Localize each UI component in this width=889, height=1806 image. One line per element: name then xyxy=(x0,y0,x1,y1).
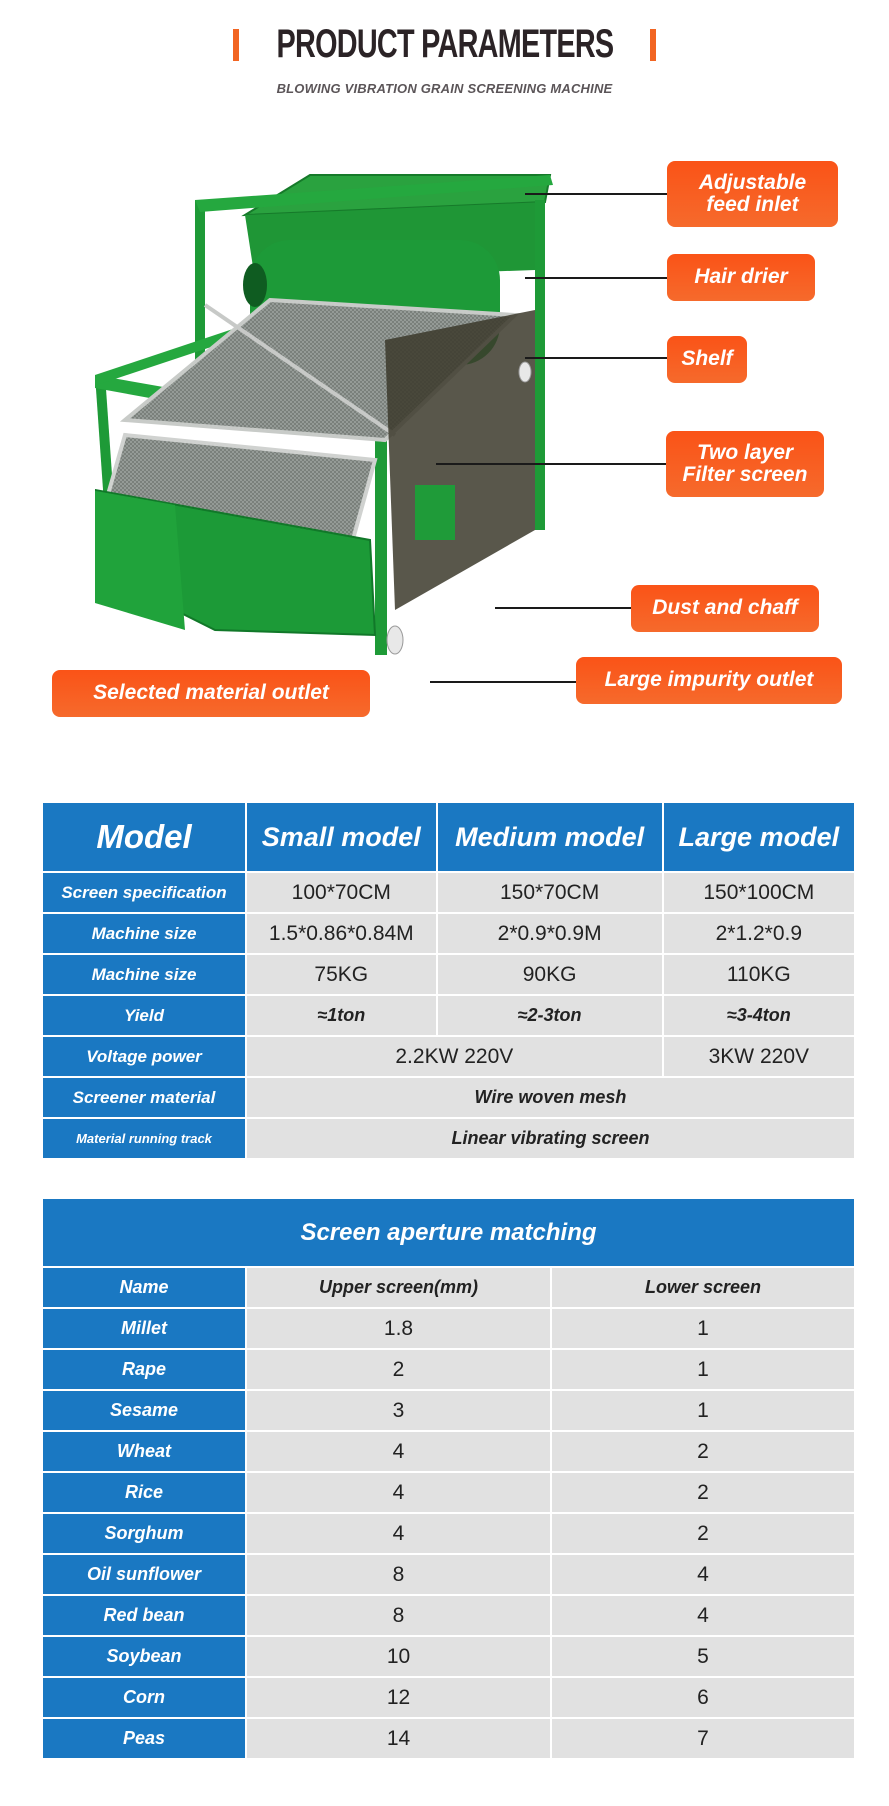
table-cell: ≈1ton xyxy=(247,996,436,1035)
table-row xyxy=(43,1037,854,1076)
table-cell: 8 xyxy=(247,1555,550,1594)
header-cell: Name xyxy=(43,1268,245,1307)
table-cell: ≈2-3ton xyxy=(438,996,662,1035)
leader-line xyxy=(525,193,667,195)
table-cell: 6 xyxy=(552,1678,854,1717)
table-cell: 8 xyxy=(247,1596,550,1635)
table-cell: 150*70CM xyxy=(438,873,662,912)
row-label: Sorghum xyxy=(43,1514,245,1553)
table-cell: Wire woven mesh xyxy=(247,1078,854,1117)
table-cell: Linear vibrating screen xyxy=(247,1119,854,1158)
table-cell: 4 xyxy=(247,1473,550,1512)
callout-text: feed inlet xyxy=(706,193,799,216)
header-cell: Model xyxy=(43,803,245,871)
table-cell: 5 xyxy=(552,1637,854,1676)
leader-line xyxy=(436,463,666,465)
row-label: Machine size xyxy=(43,914,245,953)
table-row xyxy=(43,914,854,953)
row-label: Peas xyxy=(43,1719,245,1758)
table-row xyxy=(43,1596,854,1635)
header-cell: Small model xyxy=(247,803,436,871)
table-cell: 2 xyxy=(247,1350,550,1389)
callout-text: Two layer xyxy=(696,440,794,464)
table-cell: 2.2KW 220V xyxy=(247,1037,662,1076)
table-cell: 110KG xyxy=(664,955,854,994)
table-row xyxy=(43,1391,854,1430)
table-cell: 3 xyxy=(247,1391,550,1430)
row-label: Screen specification xyxy=(43,873,245,912)
table-cell: 2*1.2*0.9 xyxy=(664,914,854,953)
title-text: PRODUCT PARAMETERS xyxy=(276,22,613,66)
table-row xyxy=(43,1555,854,1594)
table-cell: 1.8 xyxy=(247,1309,550,1348)
accent-bar-left xyxy=(233,29,239,61)
page-header xyxy=(0,22,889,96)
table-cell: 4 xyxy=(552,1555,854,1594)
spec-table xyxy=(41,801,856,1160)
row-label: Material running track xyxy=(43,1119,245,1158)
table-cell: 10 xyxy=(247,1637,550,1676)
callout-text: Large impurity outlet xyxy=(604,668,814,692)
table-row xyxy=(43,1432,854,1471)
row-label: Rice xyxy=(43,1473,245,1512)
row-label: Yield xyxy=(43,996,245,1035)
callout-hair-drier xyxy=(667,254,815,301)
table-row xyxy=(43,1473,854,1512)
header-cell: Large model xyxy=(664,803,854,871)
aperture-table-title-row xyxy=(43,1199,854,1266)
row-label: Soybean xyxy=(43,1637,245,1676)
table-cell: 1 xyxy=(552,1309,854,1348)
table-row xyxy=(43,1078,854,1117)
table-cell: 150*100CM xyxy=(664,873,854,912)
table-cell: 2 xyxy=(552,1432,854,1471)
header-cell: Upper screen(mm) xyxy=(247,1268,550,1307)
callout-dust-chaff xyxy=(631,585,819,632)
spec-table-header xyxy=(43,803,854,871)
table-row xyxy=(43,1678,854,1717)
row-label: Voltage power xyxy=(43,1037,245,1076)
leader-line xyxy=(525,357,667,359)
table-row xyxy=(43,1350,854,1389)
callout-text: Adjustable xyxy=(698,170,807,194)
header-cell: Medium model xyxy=(438,803,662,871)
callout-shelf xyxy=(667,336,747,383)
callout-text: Dust and chaff xyxy=(652,596,798,620)
row-label: Wheat xyxy=(43,1432,245,1471)
table-row xyxy=(43,1119,854,1158)
table-cell: 1 xyxy=(552,1350,854,1389)
accent-bar-right xyxy=(650,29,656,61)
table-cell: 2 xyxy=(552,1473,854,1512)
callout-text: Filter screen xyxy=(682,463,808,486)
table-cell: 4 xyxy=(247,1432,550,1471)
callout-text: Selected material outlet xyxy=(93,681,329,705)
table-cell: 7 xyxy=(552,1719,854,1758)
table-cell: 4 xyxy=(247,1514,550,1553)
page-subtitle: BLOWING VIBRATION GRAIN SCREENING MACHINE xyxy=(276,81,613,96)
callout-text: Hair drier xyxy=(694,265,788,289)
table-cell: 100*70CM xyxy=(247,873,436,912)
row-label: Red bean xyxy=(43,1596,245,1635)
table-cell: ≈3-4ton xyxy=(664,996,854,1035)
table-cell: 90KG xyxy=(438,955,662,994)
table-cell: 75KG xyxy=(247,955,436,994)
leader-line xyxy=(525,277,667,279)
table-cell: 2 xyxy=(552,1514,854,1553)
aperture-table xyxy=(41,1197,856,1760)
callout-selected-outlet xyxy=(52,670,370,717)
table-cell: 4 xyxy=(552,1596,854,1635)
table-row xyxy=(43,1719,854,1758)
callout-feed-inlet xyxy=(667,161,838,227)
table-row xyxy=(43,955,854,994)
table-row xyxy=(43,873,854,912)
row-label: Sesame xyxy=(43,1391,245,1430)
table-cell: 3KW 220V xyxy=(664,1037,854,1076)
table-row xyxy=(43,1637,854,1676)
table-cell: 1.5*0.86*0.84M xyxy=(247,914,436,953)
callout-impurity-outlet xyxy=(576,657,842,704)
leader-line xyxy=(430,681,576,683)
table-row xyxy=(43,1514,854,1553)
page-title xyxy=(233,22,657,67)
header-cell: Lower screen xyxy=(552,1268,854,1307)
callout-filter-screen xyxy=(666,431,824,497)
aperture-table-title: Screen aperture matching xyxy=(43,1199,854,1266)
table-cell: 2*0.9*0.9M xyxy=(438,914,662,953)
row-label: Millet xyxy=(43,1309,245,1348)
row-label: Rape xyxy=(43,1350,245,1389)
table-row xyxy=(43,996,854,1035)
table-cell: 1 xyxy=(552,1391,854,1430)
aperture-table-header xyxy=(43,1268,854,1307)
row-label: Oil sunflower xyxy=(43,1555,245,1594)
callout-text: Shelf xyxy=(681,347,733,371)
row-label: Screener material xyxy=(43,1078,245,1117)
table-row xyxy=(43,1309,854,1348)
row-label: Machine size xyxy=(43,955,245,994)
leader-line xyxy=(495,607,631,609)
row-label: Corn xyxy=(43,1678,245,1717)
table-cell: 14 xyxy=(247,1719,550,1758)
table-cell: 12 xyxy=(247,1678,550,1717)
